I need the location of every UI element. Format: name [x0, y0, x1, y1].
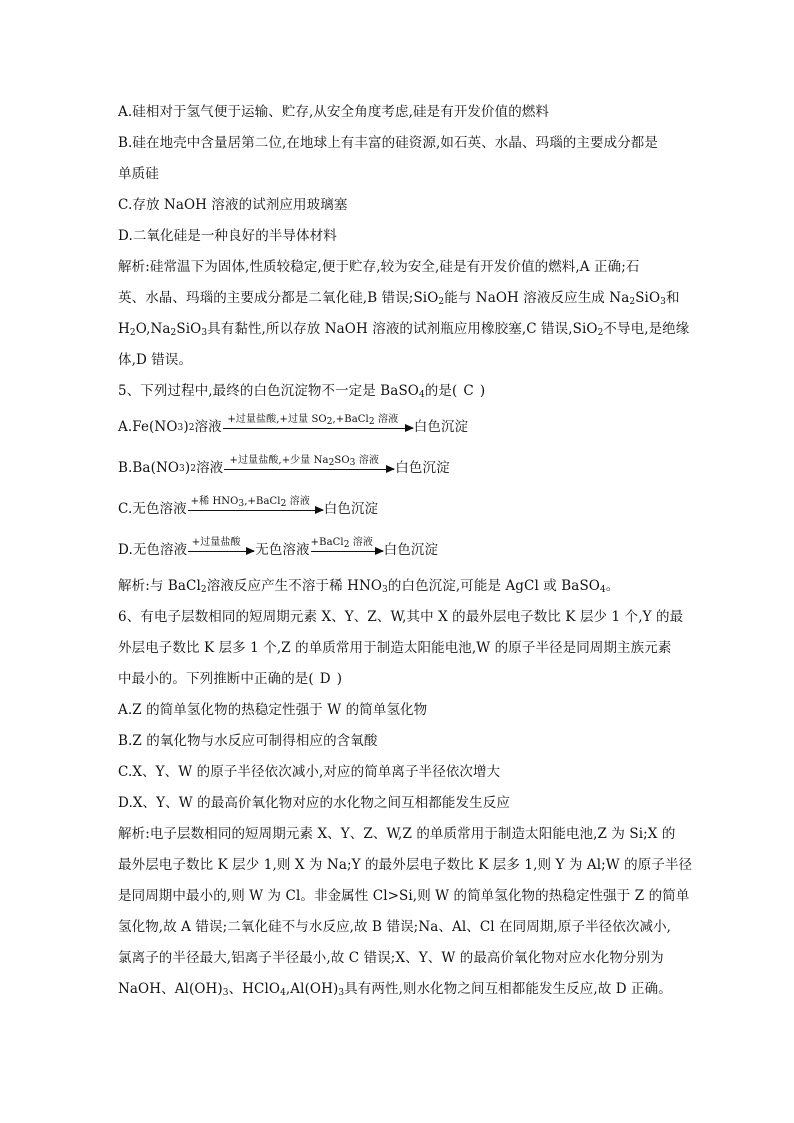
q6-analysis-line1: 解析:电子层数相同的短周期元素 X、Y、Z、W,Z 的单质常用于制造太阳能电池,Z 为 Si;X 的 — [118, 826, 676, 842]
q5-option-b: B.Ba(NO 3 ) 2 溶液 +过量盐酸,+少量 $Na_2SO_3$ 溶液 白色沉淀 — [118, 448, 678, 489]
arrow-head-icon — [405, 424, 414, 432]
q4-analysis-line2: 英、水晶、玛瑙的主要成分都是二氧化硅,B 错误;SiO$_2$能与 NaOH 溶液反应生成 $Na_2SiO_3$和 — [118, 290, 680, 307]
q4-analysis-line1: 解析:硅常温下为固体,性质较稳定,便于贮存,较为安全,硅是有开发价值的燃料,A 正确;石 — [118, 259, 640, 275]
q6-option-b: B.Z 的氧化物与水反应可制得相应的含氧酸 — [118, 733, 378, 749]
q6-stem-line1: 6、有电子层数相同的短周期元素 X、Y、Z、W,其中 X 的最外层电子数比 K 层少 1 个,Y 的最 — [118, 609, 684, 625]
q4-option-b-line2: 单质硅 — [118, 166, 159, 182]
q6-stem-line2: 外层电子数比 K 层多 1 个,Z 的单质常用于制造太阳能电池,W 的原子半径是同周期主族元素 — [118, 640, 672, 656]
q4-option-a: A.硅相对于氢气便于运输、贮存,从安全角度考虑,硅是有开发价值的燃料 — [118, 104, 550, 120]
reaction-condition: +过量盐酸,+过量 $SO_2,+BaCl_2$ 溶液 — [227, 413, 399, 427]
arrow-head-icon — [375, 547, 384, 555]
q5-analysis: 解析:与 BaCl$_2$溶液反应产生不溶于稀 $HNO_3$的白色沉淀,可能是 AgCl 或 BaSO$_4$。 — [118, 578, 620, 595]
reaction-condition: +稀 $HNO_3,+BaCl_2$ 溶液 — [190, 495, 310, 509]
q6-analysis-line6: NaOH、$Al(OH)_3$、$HClO_4,Al(OH)_3$具有两性,则水化物之间互相都能发生反应,故 D 正确。 — [118, 981, 672, 998]
q5-option-a: A.Fe(NO 3 ) 2 溶液 +过量盐酸,+过量 $SO_2,+BaCl_2$ 溶液 白色沉淀 — [118, 407, 678, 448]
q6-analysis-line2: 最外层电子数比 K 层少 1,则 X 为 Na;Y 的最外层电子数比 K 层多 1,则 Y 为 Al;W 的原子半径 — [118, 857, 693, 873]
reaction-arrow — [188, 538, 254, 564]
q6-analysis-line4: 氢化物,故 A 错误;二氧化硅不与水反应,故 B 错误;Na、Al、Cl 在同周期,原子半径依次减小, — [118, 919, 672, 935]
q6-option-c: C.X、Y、W 的原子半径依次减小,对应的简单离子半径依次增大 — [118, 764, 501, 780]
q6-option-a: A.Z 的简单氢化物的热稳定性强于 W 的简单氢化物 — [118, 702, 428, 718]
q4-option-d: D.二氧化硅是一种良好的半导体材料 — [118, 228, 337, 244]
arrow-head-icon — [315, 506, 324, 514]
q5-option-d: D.无色溶液 +过量盐酸 无色溶液 +BaCl$_2$ 溶液 白色沉淀 — [118, 530, 678, 571]
reaction-arrow — [223, 415, 413, 441]
q6-analysis-line3: 是同周期中最小的,则 W 为 Cl。非金属性 Cl>Si,则 W 的简单氢化物的热稳定性强于 Z 的简单 — [118, 888, 690, 904]
q6-option-d: D.X、Y、W 的最高价氧化物对应的水化物之间互相都能发生反应 — [118, 795, 510, 811]
reaction-condition: +过量盐酸,+少量 $Na_2SO_3$ 溶液 — [229, 454, 379, 468]
q5-answer: C — [463, 383, 474, 399]
q4-analysis-line3: $H_2O,Na_2SiO_3$具有黏性,所以存放 NaOH 溶液的试剂瓶应用橡胶塞,C 错误,SiO$_2$不导电,是绝缘 — [118, 321, 690, 338]
q4-option-b-line1: B.硅在地壳中含量居第二位,在地球上有丰富的硅资源,如石英、水晶、玛瑙的主要成分都是 — [118, 135, 658, 151]
reaction-arrow — [188, 497, 323, 523]
q5-option-c: C.无色溶液 +稀 $HNO_3,+BaCl_2$ 溶液 白色沉淀 — [118, 489, 678, 530]
q4-analysis-line4: 体,D 错误。 — [118, 352, 193, 368]
arrow-head-icon — [386, 465, 395, 473]
q6-answer: D — [319, 671, 331, 687]
q4-option-c: C.存放 NaOH 溶液的试剂应用玻璃塞 — [118, 197, 348, 213]
q6-stem-line3: 中最小的。下列推断中正确的是( D ) — [118, 664, 678, 695]
arrow-head-icon — [246, 547, 255, 555]
q5-stem: 5、下列过程中,最终的白色沉淀物不一定是 BaSO$_4$的是( C ) — [118, 376, 678, 407]
document-page — [118, 97, 693, 1005]
reaction-arrow — [311, 538, 383, 564]
reaction-arrow — [224, 456, 394, 482]
reaction-condition: +过量盐酸 — [191, 536, 241, 548]
q6-analysis-line5: 氯离子的半径最大,铝离子半径最小,故 C 错误;X、Y、W 的最高价氧化物对应水化物分别为 — [118, 950, 664, 966]
reaction-condition: +BaCl$_2$ 溶液 — [310, 536, 373, 550]
